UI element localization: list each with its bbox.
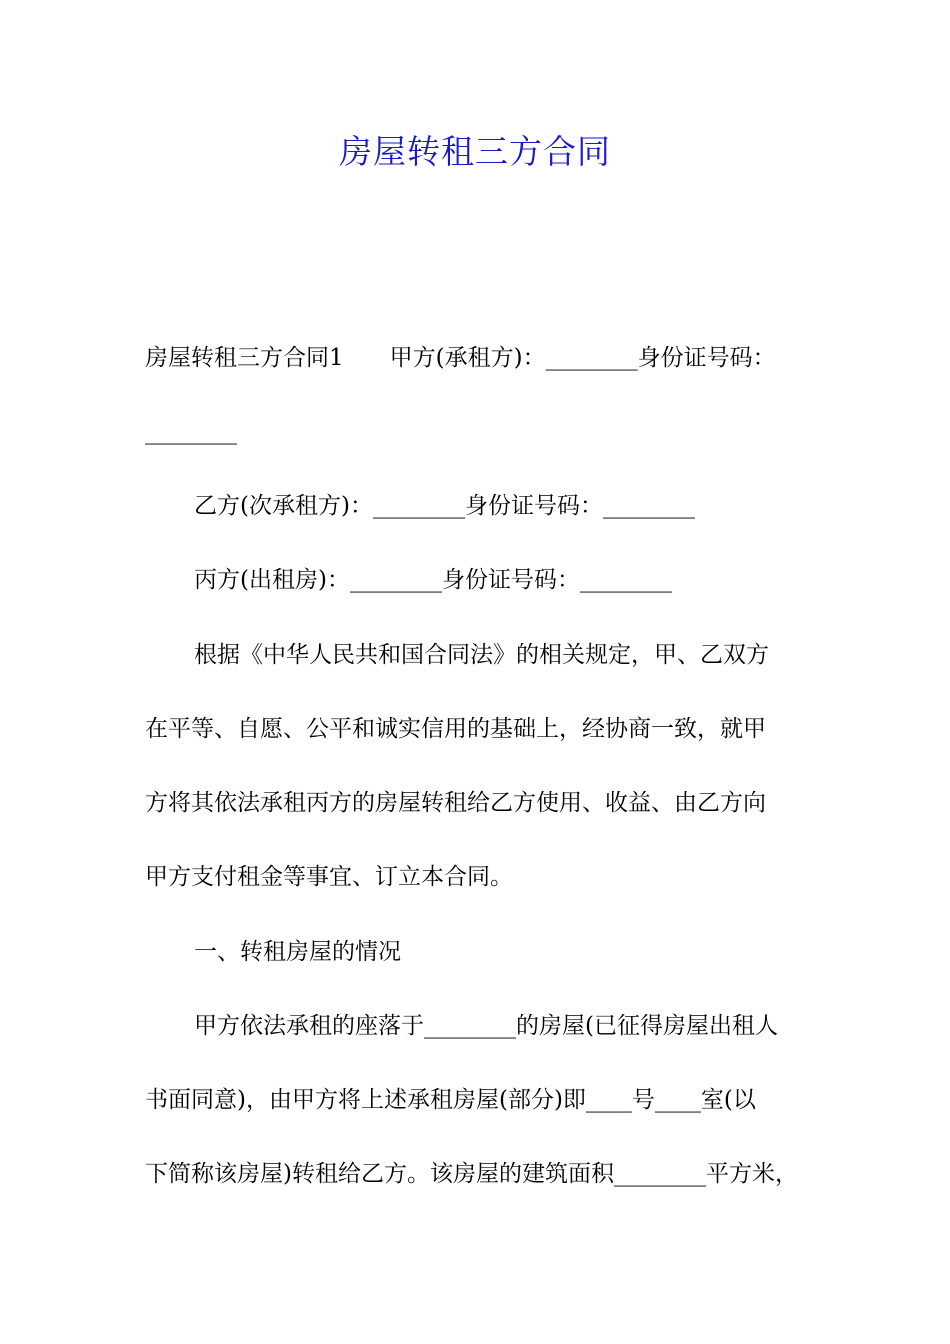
paragraph-line: 在平等、自愿、公平和诚实信用的基础上，经协商一致，就甲 [145,716,766,742]
paragraph-line: 方将其依法承租丙方的房屋转租给乙方使用、收益、由乙方向 [145,790,766,816]
paragraph-line: 甲方依法承租的座落于________的房屋(已征得房屋出租人 [194,1013,778,1039]
id-blank-line: ________ [145,419,237,445]
party-c-line: 丙方(出租房)：________身份证号码：________ [194,567,672,593]
document-title: 房屋转租三方合同 [339,132,611,171]
party-b-line: 乙方(次承租方)：________身份证号码：________ [194,493,695,519]
paragraph-line: 甲方支付租金等事宜、订立本合同。 [145,864,513,890]
paragraph-line: 下简称该房屋)转租给乙方。该房屋的建筑面积________平方米， [145,1161,798,1187]
contract-header-line: 房屋转租三方合同1 甲方(承租方)：________身份证号码： [145,345,776,371]
paragraph-line: 根据《中华人民共和国合同法》的相关规定，甲、乙双方 [194,642,769,668]
section-heading: 一、转租房屋的情况 [194,939,401,965]
paragraph-line: 书面同意)，由甲方将上述承租房屋(部分)即____号____室(以 [145,1087,756,1113]
